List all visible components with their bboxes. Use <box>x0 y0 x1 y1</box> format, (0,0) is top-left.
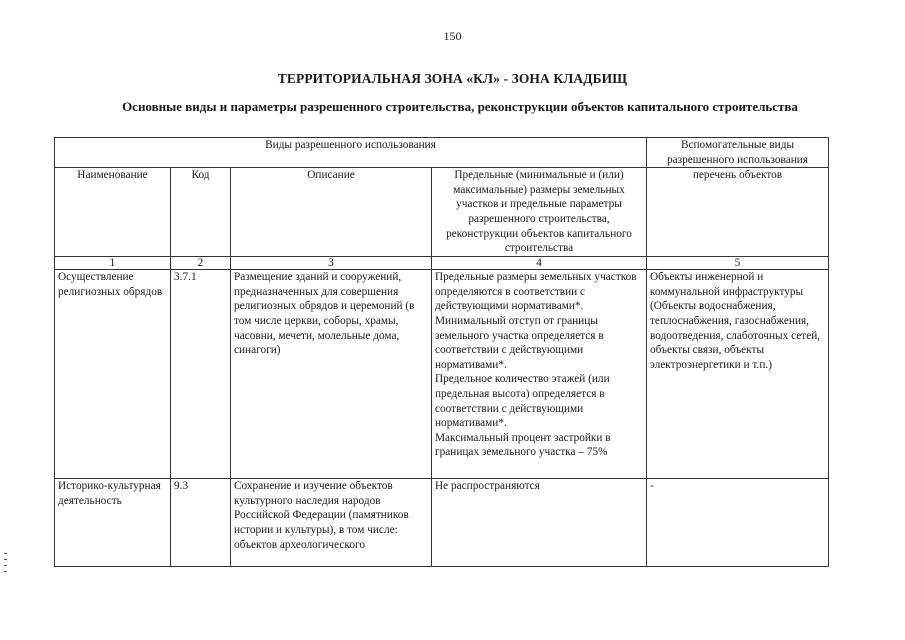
header-name: Наименование <box>55 168 171 257</box>
header-desc: Описание <box>231 168 432 257</box>
row-params <box>432 479 647 567</box>
header-aux: перечень объектов <box>647 168 829 257</box>
land-use-table <box>54 137 829 567</box>
table-row <box>55 479 829 567</box>
row-name: Осуществление религиозных обрядов <box>55 270 171 479</box>
row-description: Размещение зданий и сооружений, предназначенных для совершения религиозных обрядов и церемоний (в том числе церкви, соборы, храмы, часовни, мечети, молельные дома, синагоги) <box>231 270 432 479</box>
param-item: Минимальный отступ от границы земельного участка определяется в соответствии с действующими нормативами*. <box>435 314 604 371</box>
column-number: 1 <box>55 257 171 270</box>
column-number-row <box>55 257 829 270</box>
row-name: Историко-культурная деятельность <box>55 479 171 567</box>
scan-edge-marks <box>4 553 7 577</box>
column-number: 2 <box>171 257 231 270</box>
group-header-row <box>55 138 829 168</box>
group-main-header: Виды разрешенного использования <box>55 138 647 168</box>
row-code: 3.7.1 <box>171 270 231 479</box>
param-item: Не распространяются <box>435 480 540 493</box>
row-aux-objects: Объекты инженерной и коммунальной инфраструктуры (Объекты водоснабжения, теплоснабжения, газоснабжения, водоотведения, слаботочных сетей, объекты связи, объекты электроэнергетики и т.п.) <box>647 270 829 479</box>
row-params <box>432 270 647 479</box>
row-aux-objects: - <box>647 479 829 567</box>
zone-title: ТЕРРИТОРИАЛЬНАЯ ЗОНА «КЛ» - ЗОНА КЛАДБИЩ <box>277 71 628 86</box>
page-number: 150 <box>443 29 462 43</box>
row-code: 9.3 <box>171 479 231 567</box>
column-number: 5 <box>647 257 829 270</box>
param-item: Предельные размеры земельных участков определяются в соответствии с действующими нормативами*. <box>435 271 637 313</box>
param-item: Максимальный процент застройки в границах земельного участка – 75% <box>435 431 611 459</box>
column-header-row <box>55 168 829 257</box>
column-number: 3 <box>231 257 432 270</box>
section-title: Основные виды и параметры разрешенного строительства, реконструкции объектов капитального строительства <box>122 99 798 114</box>
table-row <box>55 270 829 479</box>
row-description: Сохранение и изучение объектов культурного наследия народов Российской Федерации (памятников истории и культуры), в том числе: объектов археологического <box>231 479 432 567</box>
header-params: Предельные (минимальные и (или) максимальные) размеры земельных участков и предельные параметры разрешенного строительства, реконструкции объектов капитального строительства <box>432 168 647 257</box>
param-item: Предельное количество этажей (или предельная высота) определяется в соответствии с действующими нормативами*. <box>435 373 610 430</box>
header-code: Код <box>171 168 231 257</box>
column-number: 4 <box>432 257 647 270</box>
group-aux-header: Вспомогательные виды разрешенного использования <box>647 138 829 168</box>
